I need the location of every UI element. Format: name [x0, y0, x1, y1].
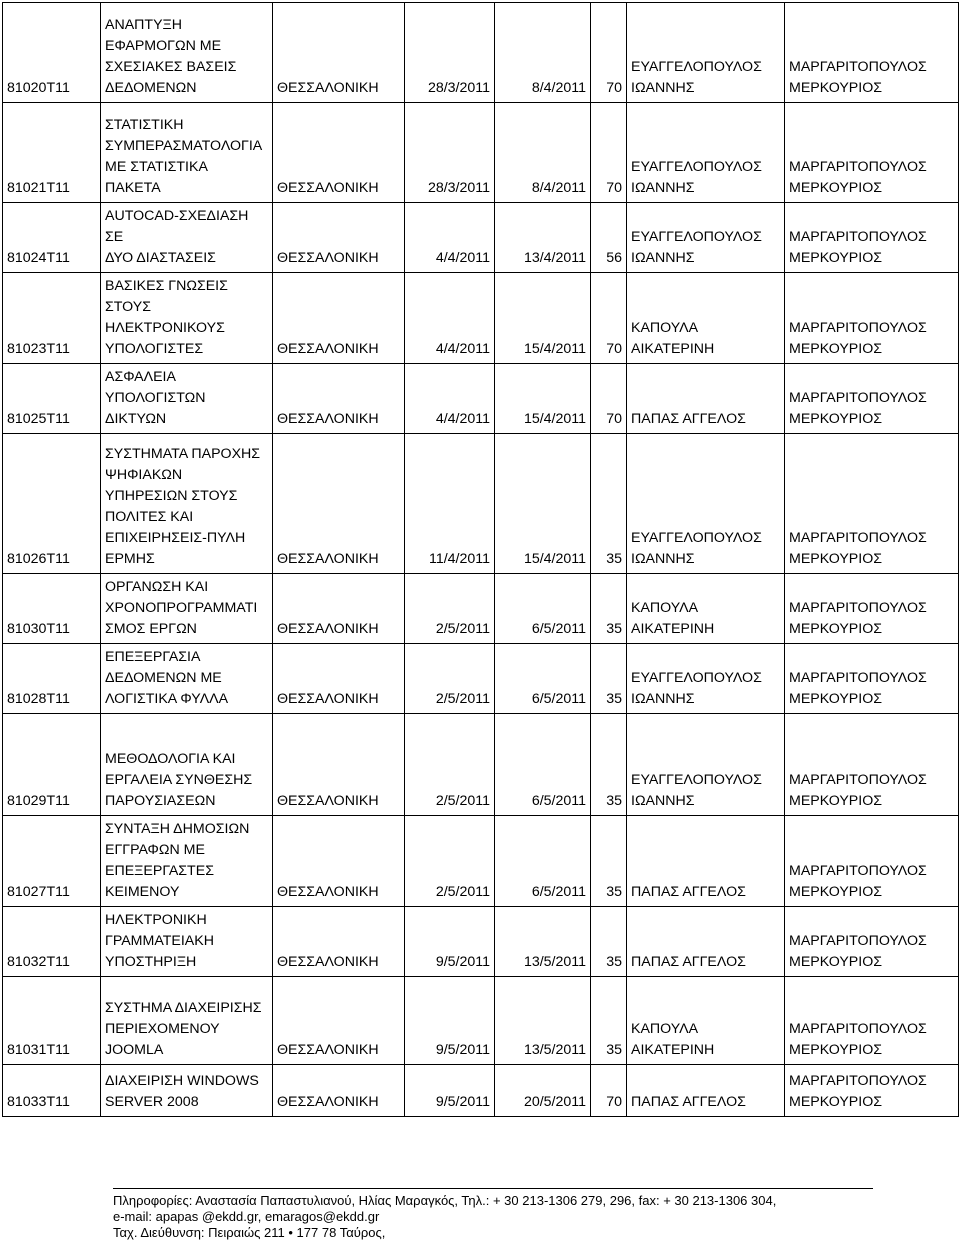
- end-date-cell: [495, 714, 591, 816]
- instructor-name-cell: [627, 907, 785, 977]
- coordinator-name: ΜΑΡΓΑΡΙΤΟΠΟΥΛΟΣ ΜΕΡΚΟΥΡΙΟΣ: [789, 1021, 927, 1058]
- end-date-cell: [495, 434, 591, 574]
- coordinator-name: ΜΑΡΓΑΡΙΤΟΠΟΥΛΟΣ ΜΕΡΚΟΥΡΙΟΣ: [789, 1073, 927, 1110]
- start-date: 9/5/2011: [435, 1042, 490, 1058]
- course-code: 81021T11: [7, 180, 70, 196]
- table-row: [3, 907, 959, 977]
- coordinator-name: ΜΑΡΓΑΡΙΤΟΠΟΥΛΟΣ ΜΕΡΚΟΥΡΙΟΣ: [789, 320, 927, 357]
- coordinator-name: ΜΑΡΓΑΡΙΤΟΠΟΥΛΟΣ ΜΕΡΚΟΥΡΙΟΣ: [789, 933, 927, 970]
- instructor-name-cell: [627, 203, 785, 273]
- course-hours-cell: [591, 434, 627, 574]
- start-date-cell: [405, 203, 495, 273]
- course-city-cell: [273, 273, 405, 364]
- start-date-cell: [405, 977, 495, 1065]
- course-title-cell: [101, 203, 273, 273]
- table-row: [3, 1065, 959, 1117]
- course-hours-cell: [591, 203, 627, 273]
- instructor-name: ΕΥΑΓΓΕΛΟΠΟΥΛΟΣ ΙΩΑΝΝΗΣ: [631, 530, 762, 567]
- course-hours-cell: [591, 103, 627, 203]
- course-code: 81026T11: [7, 551, 70, 567]
- coordinator-name-cell: [785, 3, 959, 103]
- start-date: 2/5/2011: [435, 884, 490, 900]
- coordinator-name-cell: [785, 907, 959, 977]
- end-date-cell: [495, 103, 591, 203]
- contact-footer: [113, 1188, 873, 1241]
- course-title: ΟΡΓΑΝΩΣΗ ΚΑΙ ΧΡΟΝΟΠΡΟΓΡΑΜΜΑΤΙ ΣΜΟΣ ΕΡΓΩΝ: [105, 579, 258, 637]
- course-code: 81027T11: [7, 884, 70, 900]
- course-hours-cell: [591, 574, 627, 644]
- end-date-cell: [495, 273, 591, 364]
- course-code-cell: [3, 574, 101, 644]
- start-date-cell: [405, 574, 495, 644]
- instructor-name: ΕΥΑΓΓΕΛΟΠΟΥΛΟΣ ΙΩΑΝΝΗΣ: [631, 670, 762, 707]
- end-date-cell: [495, 977, 591, 1065]
- course-hours: 70: [606, 80, 622, 96]
- table-row: [3, 644, 959, 714]
- instructor-name-cell: [627, 103, 785, 203]
- start-date-cell: [405, 644, 495, 714]
- course-hours: 35: [606, 691, 622, 707]
- course-code: 81020T11: [7, 80, 70, 96]
- start-date: 4/4/2011: [435, 411, 490, 427]
- end-date: 8/4/2011: [531, 180, 586, 196]
- course-city: ΘΕΣΣΑΛΟΝΙΚΗ: [277, 621, 379, 637]
- course-hours: 35: [606, 551, 622, 567]
- course-city: ΘΕΣΣΑΛΟΝΙΚΗ: [277, 180, 379, 196]
- instructor-name-cell: [627, 364, 785, 434]
- course-code: 81025T11: [7, 411, 70, 427]
- course-city: ΘΕΣΣΑΛΟΝΙΚΗ: [277, 793, 379, 809]
- end-date-cell: [495, 1065, 591, 1117]
- table-row: [3, 364, 959, 434]
- start-date: 2/5/2011: [435, 621, 490, 637]
- start-date: 2/5/2011: [435, 793, 490, 809]
- course-title: AUTOCAD-ΣΧΕΔΙΑΣΗ ΣΕ ΔΥΟ ΔΙΑΣΤΑΣΕΙΣ: [105, 208, 249, 266]
- end-date-cell: [495, 364, 591, 434]
- instructor-name: ΕΥΑΓΓΕΛΟΠΟΥΛΟΣ ΙΩΑΝΝΗΣ: [631, 229, 762, 266]
- start-date-cell: [405, 103, 495, 203]
- course-code-cell: [3, 3, 101, 103]
- course-hours: 56: [606, 250, 622, 266]
- course-code: 81028T11: [7, 691, 70, 707]
- course-hours-cell: [591, 364, 627, 434]
- course-code-cell: [3, 103, 101, 203]
- footer-email-line: e-mail: apapas @ekdd.gr, emaragos@ekdd.gr: [113, 1209, 380, 1224]
- start-date: 11/4/2011: [428, 551, 490, 567]
- course-code: 81033T11: [7, 1094, 70, 1110]
- coordinator-name: ΜΑΡΓΑΡΙΤΟΠΟΥΛΟΣ ΜΕΡΚΟΥΡΙΟΣ: [789, 59, 927, 96]
- instructor-name: ΕΥΑΓΓΕΛΟΠΟΥΛΟΣ ΙΩΑΝΝΗΣ: [631, 59, 762, 96]
- table-row: [3, 3, 959, 103]
- course-title: ΗΛΕΚΤΡΟΝΙΚΗ ΓΡΑΜΜΑΤΕΙΑΚΗ ΥΠΟΣΤΗΡΙΞΗ: [105, 912, 214, 970]
- course-title-cell: [101, 434, 273, 574]
- coordinator-name-cell: [785, 816, 959, 907]
- end-date: 20/5/2011: [523, 1094, 586, 1110]
- course-code: 81029T11: [7, 793, 70, 809]
- course-hours: 70: [606, 1094, 622, 1110]
- course-title-cell: [101, 3, 273, 103]
- course-title: ΑΝΑΠΤΥΞΗ ΕΦΑΡΜΟΓΩΝ ΜΕ ΣΧΕΣΙΑΚΕΣ ΒΑΣΕΙΣ ΔΕΔΟΜΕΝΩΝ: [105, 17, 237, 96]
- end-date: 15/4/2011: [523, 341, 586, 357]
- end-date: 8/4/2011: [531, 80, 586, 96]
- table-row: [3, 977, 959, 1065]
- course-hours-cell: [591, 977, 627, 1065]
- course-code-cell: [3, 644, 101, 714]
- course-city: ΘΕΣΣΑΛΟΝΙΚΗ: [277, 1094, 379, 1110]
- course-code-cell: [3, 1065, 101, 1117]
- table-row: [3, 203, 959, 273]
- instructor-name: ΠΑΠΑΣ ΑΓΓΕΛΟΣ: [631, 954, 746, 970]
- instructor-name: ΠΑΠΑΣ ΑΓΓΕΛΟΣ: [631, 411, 746, 427]
- course-title: ΒΑΣΙΚΕΣ ΓΝΩΣΕΙΣ ΣΤΟΥΣ ΗΛΕΚΤΡΟΝΙΚΟΥΣ ΥΠΟΛΟΓΙΣΤΕΣ: [105, 278, 228, 357]
- course-hours-cell: [591, 3, 627, 103]
- course-title-cell: [101, 574, 273, 644]
- instructor-name-cell: [627, 273, 785, 364]
- table-row: [3, 816, 959, 907]
- course-hours-cell: [591, 644, 627, 714]
- instructor-name: ΕΥΑΓΓΕΛΟΠΟΥΛΟΣ ΙΩΑΝΝΗΣ: [631, 772, 762, 809]
- coordinator-name-cell: [785, 203, 959, 273]
- end-date: 13/4/2011: [523, 250, 586, 266]
- table-row: [3, 434, 959, 574]
- course-code-cell: [3, 434, 101, 574]
- table-row: [3, 273, 959, 364]
- end-date-cell: [495, 907, 591, 977]
- start-date: 4/4/2011: [435, 341, 490, 357]
- coordinator-name: ΜΑΡΓΑΡΙΤΟΠΟΥΛΟΣ ΜΕΡΚΟΥΡΙΟΣ: [789, 390, 927, 427]
- start-date: 9/5/2011: [435, 1094, 490, 1110]
- course-title: ΜΕΘΟΔΟΛΟΓΙΑ ΚΑΙ ΕΡΓΑΛΕΙΑ ΣΥΝΘΕΣΗΣ ΠΑΡΟΥΣΙΑΣΕΩΝ: [105, 751, 253, 809]
- start-date-cell: [405, 1065, 495, 1117]
- course-code: 81032T11: [7, 954, 70, 970]
- course-title: ΣΥΣΤΗΜΑΤΑ ΠΑΡΟΧΗΣ ΨΗΦΙΑΚΩΝ ΥΠΗΡΕΣΙΩΝ ΣΤΟΥΣ ΠΟΛΙΤΕΣ ΚΑΙ ΕΠΙΧΕΙΡΗΣΕΙΣ-ΠΥΛΗ ΕΡΜΗΣ: [105, 446, 261, 567]
- coordinator-name: ΜΑΡΓΑΡΙΤΟΠΟΥΛΟΣ ΜΕΡΚΟΥΡΙΟΣ: [789, 229, 927, 266]
- end-date: 15/4/2011: [523, 411, 586, 427]
- course-code: 81024T11: [7, 250, 70, 266]
- instructor-name: ΕΥΑΓΓΕΛΟΠΟΥΛΟΣ ΙΩΑΝΝΗΣ: [631, 159, 762, 196]
- course-city-cell: [273, 816, 405, 907]
- course-hours: 35: [606, 954, 622, 970]
- course-hours: 35: [606, 884, 622, 900]
- course-hours: 35: [606, 793, 622, 809]
- end-date-cell: [495, 203, 591, 273]
- table-row: [3, 103, 959, 203]
- instructor-name-cell: [627, 434, 785, 574]
- course-title-cell: [101, 364, 273, 434]
- course-code: 81030T11: [7, 621, 70, 637]
- coordinator-name: ΜΑΡΓΑΡΙΤΟΠΟΥΛΟΣ ΜΕΡΚΟΥΡΙΟΣ: [789, 863, 927, 900]
- instructor-name-cell: [627, 1065, 785, 1117]
- course-hours: 70: [606, 180, 622, 196]
- instructor-name: ΠΑΠΑΣ ΑΓΓΕΛΟΣ: [631, 884, 746, 900]
- course-city-cell: [273, 434, 405, 574]
- course-city: ΘΕΣΣΑΛΟΝΙΚΗ: [277, 250, 379, 266]
- footer-address-line: Ταχ. Διεύθυνση: Πειραιώς 211 • 177 78 Ταύρος,: [113, 1225, 386, 1240]
- coordinator-name-cell: [785, 574, 959, 644]
- course-city: ΘΕΣΣΑΛΟΝΙΚΗ: [277, 884, 379, 900]
- course-hours: 70: [606, 411, 622, 427]
- start-date-cell: [405, 3, 495, 103]
- course-city-cell: [273, 1065, 405, 1117]
- end-date: 6/5/2011: [531, 884, 586, 900]
- course-city: ΘΕΣΣΑΛΟΝΙΚΗ: [277, 80, 379, 96]
- course-city: ΘΕΣΣΑΛΟΝΙΚΗ: [277, 1042, 379, 1058]
- end-date-cell: [495, 816, 591, 907]
- coordinator-name: ΜΑΡΓΑΡΙΤΟΠΟΥΛΟΣ ΜΕΡΚΟΥΡΙΟΣ: [789, 600, 927, 637]
- course-title-cell: [101, 816, 273, 907]
- end-date: 13/5/2011: [523, 1042, 586, 1058]
- end-date: 6/5/2011: [531, 621, 586, 637]
- instructor-name: ΚΑΠΟΥΛΑ ΑΙΚΑΤΕΡΙΝΗ: [631, 1021, 715, 1058]
- course-city: ΘΕΣΣΑΛΟΝΙΚΗ: [277, 411, 379, 427]
- course-schedule-table: [2, 2, 959, 1117]
- coordinator-name-cell: [785, 364, 959, 434]
- course-city: ΘΕΣΣΑΛΟΝΙΚΗ: [277, 551, 379, 567]
- course-hours: 35: [606, 1042, 622, 1058]
- coordinator-name-cell: [785, 103, 959, 203]
- footer-contact-line: Πληροφορίες: Αναστασία Παπαστυλιανού, Ηλίας Μαραγκός, Τηλ.: + 30 213-1306 279, 296, fax: + 30 213-1306 304,: [113, 1193, 777, 1208]
- start-date-cell: [405, 714, 495, 816]
- table-row: [3, 714, 959, 816]
- course-city-cell: [273, 103, 405, 203]
- start-date: 2/5/2011: [435, 691, 490, 707]
- course-title: ΣΥΝΤΑΞΗ ΔΗΜΟΣΙΩΝ ΕΓΓΡΑΦΩΝ ΜΕ ΕΠΕΞΕΡΓΑΣΤΕΣ ΚΕΙΜΕΝΟΥ: [105, 821, 250, 900]
- course-code-cell: [3, 977, 101, 1065]
- instructor-name: ΚΑΠΟΥΛΑ ΑΙΚΑΤΕΡΙΝΗ: [631, 600, 715, 637]
- course-title-cell: [101, 907, 273, 977]
- instructor-name-cell: [627, 977, 785, 1065]
- start-date: 9/5/2011: [435, 954, 490, 970]
- course-hours-cell: [591, 816, 627, 907]
- course-city: ΘΕΣΣΑΛΟΝΙΚΗ: [277, 954, 379, 970]
- coordinator-name-cell: [785, 714, 959, 816]
- course-city: ΘΕΣΣΑΛΟΝΙΚΗ: [277, 341, 379, 357]
- coordinator-name-cell: [785, 273, 959, 364]
- course-code-cell: [3, 203, 101, 273]
- course-title-cell: [101, 644, 273, 714]
- table-body: [3, 3, 959, 1117]
- course-code: 81023T11: [7, 341, 70, 357]
- course-city-cell: [273, 714, 405, 816]
- course-title: ΣΥΣΤΗΜΑ ΔΙΑΧΕΙΡΙΣΗΣ ΠΕΡΙΕΧΟΜΕΝΟΥ JOOMLA: [105, 1000, 262, 1058]
- end-date-cell: [495, 574, 591, 644]
- end-date: 6/5/2011: [531, 691, 586, 707]
- start-date: 4/4/2011: [435, 250, 490, 266]
- course-code-cell: [3, 273, 101, 364]
- end-date-cell: [495, 3, 591, 103]
- instructor-name-cell: [627, 574, 785, 644]
- start-date: 28/3/2011: [427, 80, 490, 96]
- course-title-cell: [101, 1065, 273, 1117]
- course-title-cell: [101, 714, 273, 816]
- course-city-cell: [273, 3, 405, 103]
- table-row: [3, 574, 959, 644]
- coordinator-name: ΜΑΡΓΑΡΙΤΟΠΟΥΛΟΣ ΜΕΡΚΟΥΡΙΟΣ: [789, 670, 927, 707]
- coordinator-name-cell: [785, 1065, 959, 1117]
- instructor-name: ΚΑΠΟΥΛΑ ΑΙΚΑΤΕΡΙΝΗ: [631, 320, 715, 357]
- instructor-name-cell: [627, 714, 785, 816]
- end-date: 15/4/2011: [523, 551, 586, 567]
- course-hours: 70: [606, 341, 622, 357]
- course-code-cell: [3, 907, 101, 977]
- instructor-name-cell: [627, 3, 785, 103]
- course-code-cell: [3, 816, 101, 907]
- coordinator-name-cell: [785, 977, 959, 1065]
- course-hours-cell: [591, 714, 627, 816]
- course-title: ΕΠΕΞΕΡΓΑΣΙΑ ΔΕΔΟΜΕΝΩΝ ΜΕ ΛΟΓΙΣΤΙΚΑ ΦΥΛΛΑ: [105, 649, 229, 707]
- course-hours-cell: [591, 1065, 627, 1117]
- end-date: 6/5/2011: [531, 793, 586, 809]
- coordinator-name-cell: [785, 644, 959, 714]
- course-title-cell: [101, 977, 273, 1065]
- start-date-cell: [405, 434, 495, 574]
- coordinator-name: ΜΑΡΓΑΡΙΤΟΠΟΥΛΟΣ ΜΕΡΚΟΥΡΙΟΣ: [789, 159, 927, 196]
- course-city: ΘΕΣΣΑΛΟΝΙΚΗ: [277, 691, 379, 707]
- start-date: 28/3/2011: [427, 180, 490, 196]
- coordinator-name-cell: [785, 434, 959, 574]
- course-title: ΑΣΦΑΛΕΙΑ ΥΠΟΛΟΓΙΣΤΩΝ ΔΙΚΤΥΩΝ: [105, 369, 206, 427]
- instructor-name: ΠΑΠΑΣ ΑΓΓΕΛΟΣ: [631, 1094, 746, 1110]
- course-city-cell: [273, 907, 405, 977]
- course-code-cell: [3, 364, 101, 434]
- instructor-name-cell: [627, 816, 785, 907]
- start-date-cell: [405, 816, 495, 907]
- end-date-cell: [495, 644, 591, 714]
- end-date: 13/5/2011: [523, 954, 586, 970]
- course-hours: 35: [606, 621, 622, 637]
- course-code-cell: [3, 714, 101, 816]
- coordinator-name: ΜΑΡΓΑΡΙΤΟΠΟΥΛΟΣ ΜΕΡΚΟΥΡΙΟΣ: [789, 530, 927, 567]
- course-city-cell: [273, 574, 405, 644]
- course-city-cell: [273, 977, 405, 1065]
- course-city-cell: [273, 364, 405, 434]
- start-date-cell: [405, 273, 495, 364]
- coordinator-name: ΜΑΡΓΑΡΙΤΟΠΟΥΛΟΣ ΜΕΡΚΟΥΡΙΟΣ: [789, 772, 927, 809]
- course-hours-cell: [591, 907, 627, 977]
- course-code: 81031T11: [7, 1042, 70, 1058]
- course-city-cell: [273, 644, 405, 714]
- course-city-cell: [273, 203, 405, 273]
- course-title: ΔΙΑΧΕΙΡΙΣΗ WINDOWS SERVER 2008: [105, 1073, 259, 1110]
- start-date-cell: [405, 907, 495, 977]
- start-date-cell: [405, 364, 495, 434]
- course-hours-cell: [591, 273, 627, 364]
- course-title: ΣΤΑΤΙΣΤΙΚΗ ΣΥΜΠΕΡΑΣΜΑΤΟΛΟΓΙΑ ΜΕ ΣΤΑΤΙΣΤΙΚΑ ΠΑΚΕΤΑ: [105, 117, 263, 196]
- instructor-name-cell: [627, 644, 785, 714]
- course-title-cell: [101, 103, 273, 203]
- course-title-cell: [101, 273, 273, 364]
